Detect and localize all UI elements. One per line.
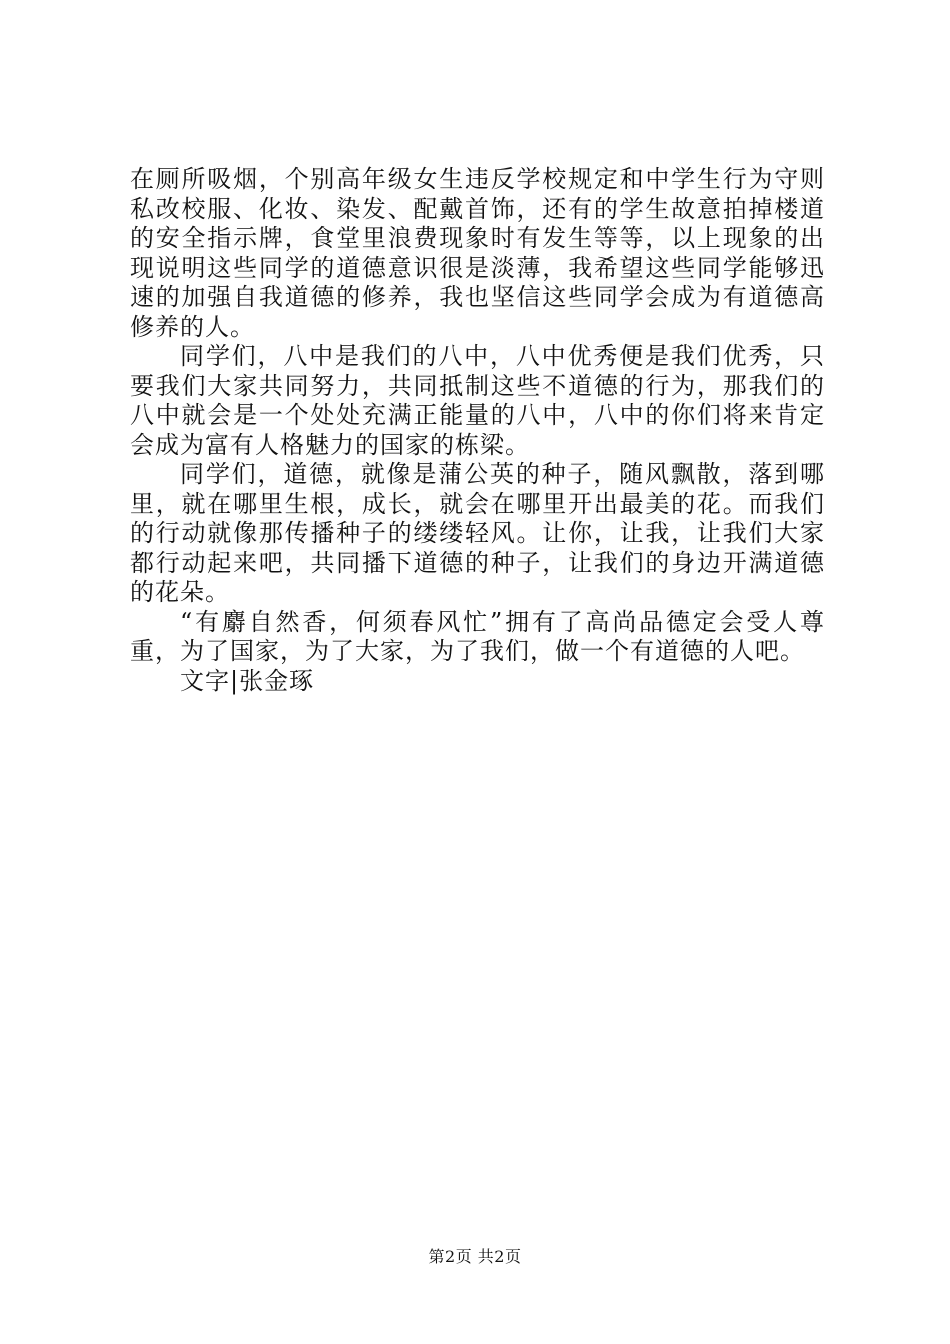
page-number-footer: 第2页 共2页	[428, 1247, 522, 1266]
document-body	[130, 165, 825, 696]
paragraph-4: “有麝自然香，何须春风忙”拥有了高尚品德定会受人尊重，为了国家，为了大家，为了我们，做一个有道德的人吧。	[130, 607, 825, 665]
author-credit: 文字|张金琢	[180, 666, 315, 695]
paragraph-3: 同学们，道德，就像是蒲公英的种子，随风飘散，落到哪里，就在哪里生根，成长，就会在哪里开出最美的花。而我们的行动就像那传播种子的缕缕轻风。让你，让我，让我们大家都行动起来吧，共同播下道德的种子，让我们的身边开满道德的花朵。	[130, 460, 825, 606]
paragraph-2: 同学们，八中是我们的八中，八中优秀便是我们优秀，只要我们大家共同努力，共同抵制这些不道德的行为，那我们的八中就会是一个处处充满正能量的八中，八中的你们将来肯定会成为富有人格魅力的国家的栋梁。	[130, 342, 825, 459]
paragraph-1: 在厕所吸烟，个别高年级女生违反学校规定和中学生行为守则私改校服、化妆、染发、配戴首饰，还有的学生故意拍掉楼道的安全指示牌，食堂里浪费现象时有发生等等，以上现象的出现说明这些同学的道德意识很是淡薄，我希望这些同学能够迅速的加强自我道德的修养，我也坚信这些同学会成为有道德高修养的人。	[130, 165, 825, 341]
